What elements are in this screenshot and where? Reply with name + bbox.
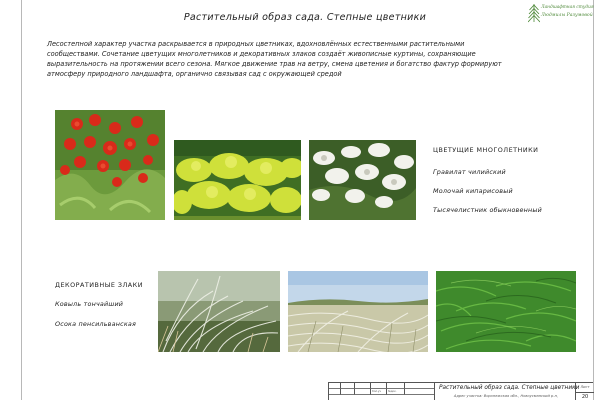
- grass-item: Осока пенсильванская: [55, 320, 137, 328]
- intro-paragraph: Лесостепной характер участка раскрывается в природных цветниках, вдохновлённых естественными растительными сообществами. Сочетание цветущих многолетников и декоративных злаков создаёт живописные куртины, сохраняющие выразительность на протяжении всего сезона. Мягкое движение трав на ветру, смена цветения и богатство фактур формируют атмосферу природного ландшафта, органично связывая сад с окружающей средой: [47, 40, 502, 78]
- title-block: [328, 382, 593, 400]
- tb-header: №док.: [388, 389, 397, 393]
- feather-grass-field-photo: [288, 271, 428, 352]
- euphorbia-photo: [174, 140, 301, 220]
- tb-header: Кол.уч: [372, 389, 381, 393]
- title-block-main: [434, 382, 580, 400]
- sheet-border-right: [593, 0, 594, 400]
- title-block-address: Адрес участка: Воронежская обл., Новоусманский р-н,: [453, 394, 559, 398]
- carex-photo: [436, 271, 576, 352]
- logo-line-2: Людмилы Разумовой: [541, 13, 593, 18]
- perennial-item: Молочай кипарисовый: [433, 187, 513, 195]
- studio-logo: [528, 2, 594, 24]
- sheet-number-box: [575, 382, 593, 400]
- sheet-number: 20: [581, 394, 589, 400]
- perennials-heading: ЦВЕТУЩИЕ МНОГОЛЕТНИКИ: [433, 146, 539, 154]
- sheet-border-left: [21, 0, 22, 400]
- perennial-item: Тысячелистник обыкновенный: [433, 206, 543, 214]
- sheet-label: Лист: [580, 385, 590, 389]
- geum-photo: [55, 110, 165, 220]
- page-title: Растительный образ сада. Степные цветники: [183, 12, 427, 23]
- stipa-closeup-photo: [158, 271, 280, 352]
- perennial-item: Гравилат чилийский: [433, 168, 506, 176]
- tree-icon: [528, 3, 540, 23]
- title-block-grid: [328, 382, 434, 400]
- title-block-title: Растительный образ сада. Степные цветники: [439, 385, 580, 391]
- logo-line-1: Ландшафтная студия: [541, 5, 594, 10]
- grass-item: Ковыль тончайший: [55, 300, 124, 308]
- grasses-heading: ДЕКОРАТИВНЫЕ ЗЛАКИ: [55, 281, 143, 289]
- achillea-photo: [309, 140, 416, 220]
